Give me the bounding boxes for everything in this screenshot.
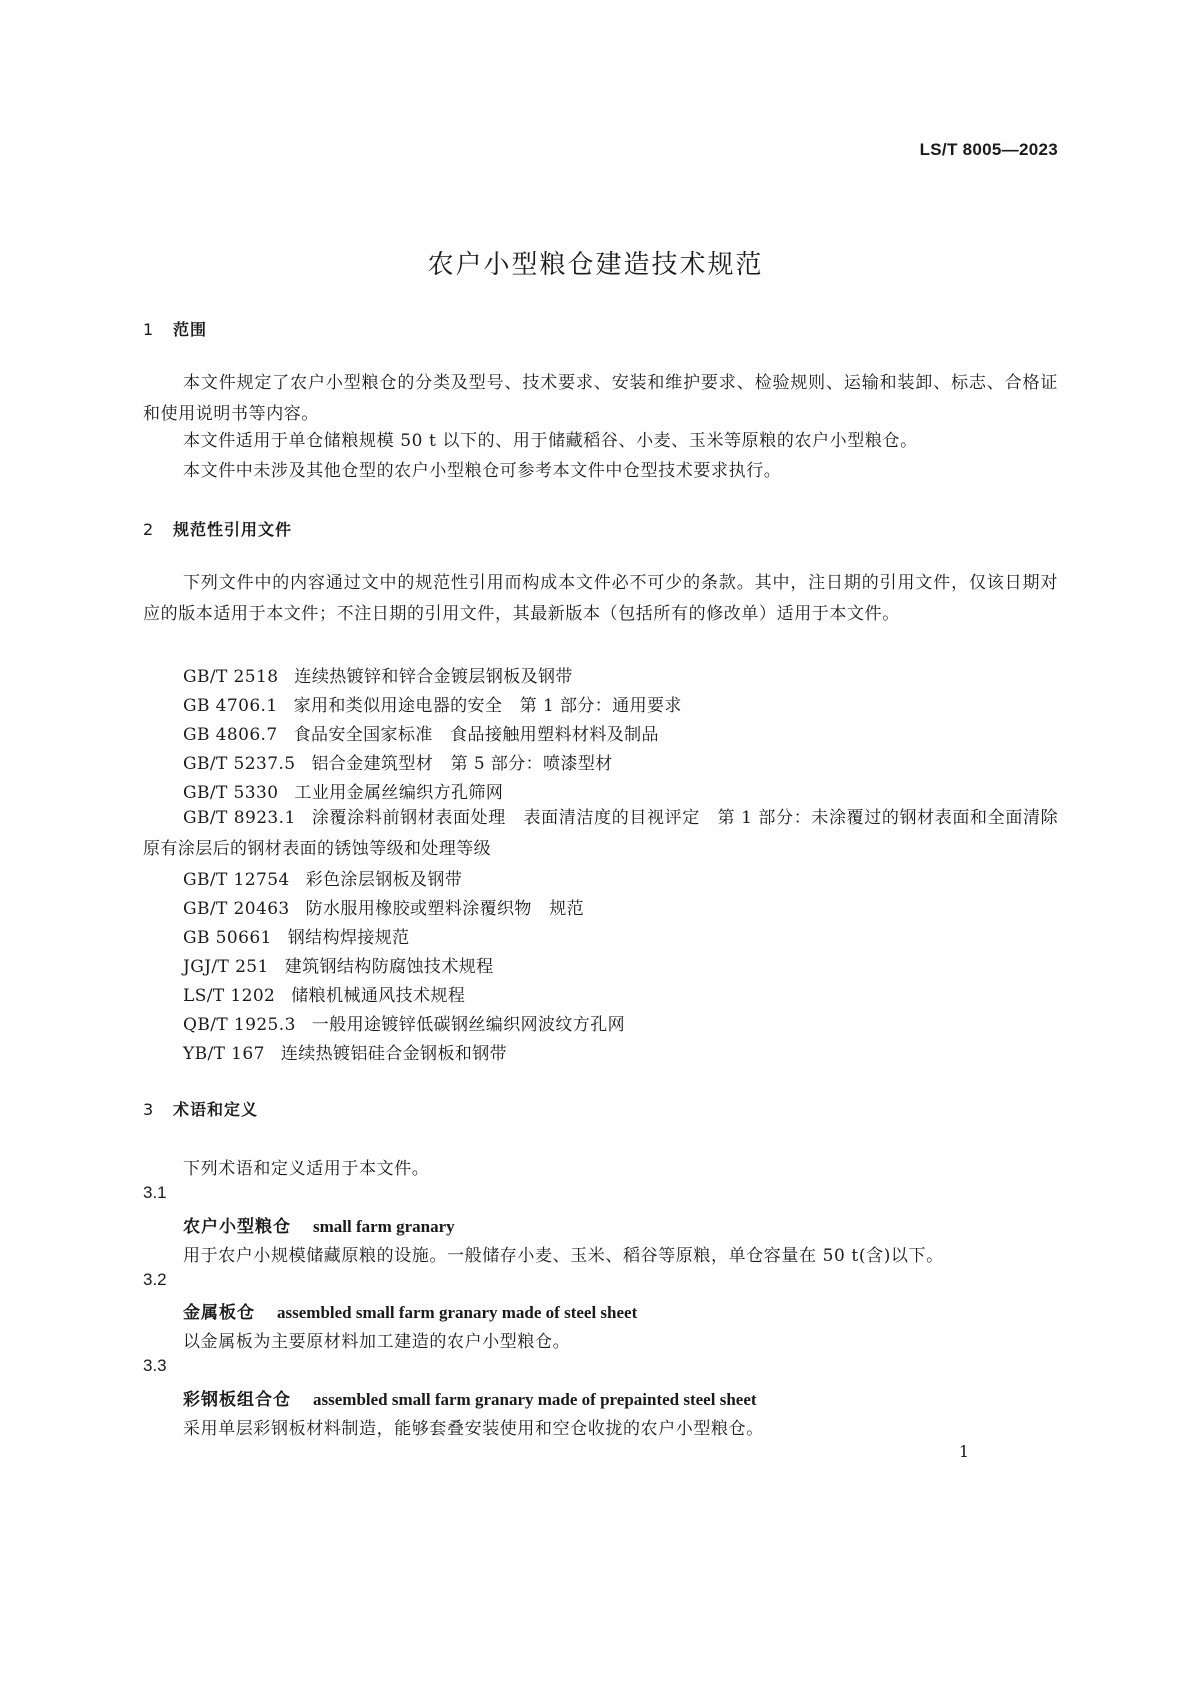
- scope-paragraph-1: 本文件规定了农户小型粮仓的分类及型号、技术要求、安装和维护要求、检验规则、运输和装卸、标志、合格证和使用说明书等内容。: [143, 373, 1058, 424]
- reference-code: JGJ/T 251: [183, 957, 269, 977]
- reference-title: 涂覆涂料前钢材表面处理 表面清洁度的目视评定 第 1 部分：未涂覆过的钢材表面和全面清除原有涂层后的钢材表面的锈蚀等级和处理等级: [143, 808, 1058, 859]
- reference-item: [183, 894, 584, 919]
- scope-paragraph-2: 本文件适用于单仓储粮规模 50 t 以下的、用于储藏稻谷、小麦、玉米等原粮的农户小型粮仓。: [183, 431, 918, 451]
- reference-item: [183, 981, 465, 1006]
- reference-code: GB/T 5237.5: [183, 754, 296, 774]
- term-number: 3.3: [143, 1356, 167, 1375]
- reference-code: QB/T 1925.3: [183, 1015, 296, 1035]
- reference-title: 建筑钢结构防腐蚀技术规程: [284, 957, 494, 977]
- reference-title: 储粮机械通风技术规程: [291, 986, 466, 1006]
- reference-code: LS/T 1202: [183, 986, 276, 1006]
- reference-code: GB/T 20463: [183, 899, 290, 919]
- document-title: 农户小型粮仓建造技术规范: [427, 250, 764, 280]
- reference-item: [183, 865, 462, 890]
- reference-title: 家用和类似用途电器的安全 第 1 部分：通用要求: [293, 696, 682, 716]
- term-definition: 采用单层彩钢板材料制造，能够套叠安装使用和空仓收拢的农户小型粮仓。: [183, 1419, 764, 1439]
- reference-code: GB 4706.1: [183, 696, 278, 716]
- reference-item: [183, 952, 494, 977]
- reference-code: GB 4806.7: [183, 725, 278, 745]
- page-number: 1: [958, 1442, 969, 1461]
- section-number: 3: [143, 1100, 154, 1119]
- reference-title: 连续热镀铝硅合金钢板和钢带: [280, 1044, 508, 1064]
- section-1-heading: [143, 317, 207, 340]
- section-2-heading: [143, 517, 292, 540]
- terms-intro: 下列术语和定义适用于本文件。: [183, 1159, 430, 1179]
- term-number: 3.2: [143, 1270, 167, 1289]
- term-en: small farm granary: [313, 1217, 455, 1236]
- term-zh: 彩钢板组合仓: [183, 1390, 291, 1410]
- section-title: 规范性引用文件: [173, 520, 293, 539]
- term-number: 3.1: [143, 1183, 167, 1202]
- reference-code: GB/T 12754: [183, 870, 290, 890]
- term-zh: 农户小型粮仓: [183, 1217, 291, 1237]
- reference-title: 彩色涂层钢板及钢带: [305, 870, 463, 890]
- term-zh: 金属板仓: [183, 1303, 255, 1323]
- reference-item: [183, 749, 613, 774]
- reference-item: [183, 662, 573, 687]
- reference-code: YB/T 167: [183, 1044, 265, 1064]
- term-definition: 以金属板为主要原材料加工建造的农户小型粮仓。: [183, 1332, 571, 1352]
- standard-number: LS/T 8005—2023: [919, 140, 1058, 159]
- reference-title: 一般用途镀锌低碳钢丝编织网波纹方孔网: [311, 1015, 625, 1035]
- reference-item: [183, 720, 659, 745]
- reference-item: [183, 923, 410, 948]
- section-number: 1: [143, 320, 154, 339]
- reference-code: GB 50661: [183, 928, 272, 948]
- reference-code: GB/T 2518: [183, 667, 279, 687]
- references-intro: 下列文件中的内容通过文中的规范性引用而构成本文件必不可少的条款。其中，注日期的引用文件，仅该日期对应的版本适用于本文件；不注日期的引用文件，其最新版本（包括所有的修改单）适用于本文件。: [143, 573, 1058, 624]
- section-title: 术语和定义: [173, 1100, 259, 1119]
- reference-code: GB/T 8923.1: [183, 808, 296, 828]
- reference-title: 铝合金建筑型材 第 5 部分：喷漆型材: [311, 754, 613, 774]
- reference-title: 食品安全国家标准 食品接触用塑料材料及制品: [293, 725, 659, 745]
- reference-item: [183, 778, 503, 803]
- term-heading: [183, 1385, 757, 1410]
- section-number: 2: [143, 520, 154, 539]
- scope-paragraph-3: 本文件中未涉及其他仓型的农户小型粮仓可参考本文件中仓型技术要求执行。: [183, 461, 782, 481]
- reference-code: GB/T 5330: [183, 783, 279, 803]
- reference-title: 防水服用橡胶或塑料涂覆织物 规范: [305, 899, 585, 919]
- reference-title: 工业用金属丝编织方孔筛网: [294, 783, 504, 803]
- term-en: assembled small farm granary made of steel sheet: [277, 1303, 638, 1322]
- reference-item: [183, 1010, 625, 1035]
- section-title: 范围: [173, 320, 208, 339]
- section-3-heading: [143, 1097, 258, 1120]
- reference-item: [143, 803, 1058, 865]
- reference-item: [183, 691, 682, 716]
- term-heading: [183, 1212, 455, 1237]
- reference-title: 连续热镀锌和锌合金镀层钢板及钢带: [294, 667, 573, 687]
- term-definition: 用于农户小规模储藏原粮的设施。一般储存小麦、玉米、稻谷等原粮，单仓容量在 50 t(含)以下。: [183, 1246, 944, 1266]
- term-heading: [183, 1298, 637, 1323]
- term-en: assembled small farm granary made of prepainted steel sheet: [313, 1390, 757, 1409]
- reference-item: [183, 1039, 507, 1064]
- reference-title: 钢结构焊接规范: [287, 928, 410, 948]
